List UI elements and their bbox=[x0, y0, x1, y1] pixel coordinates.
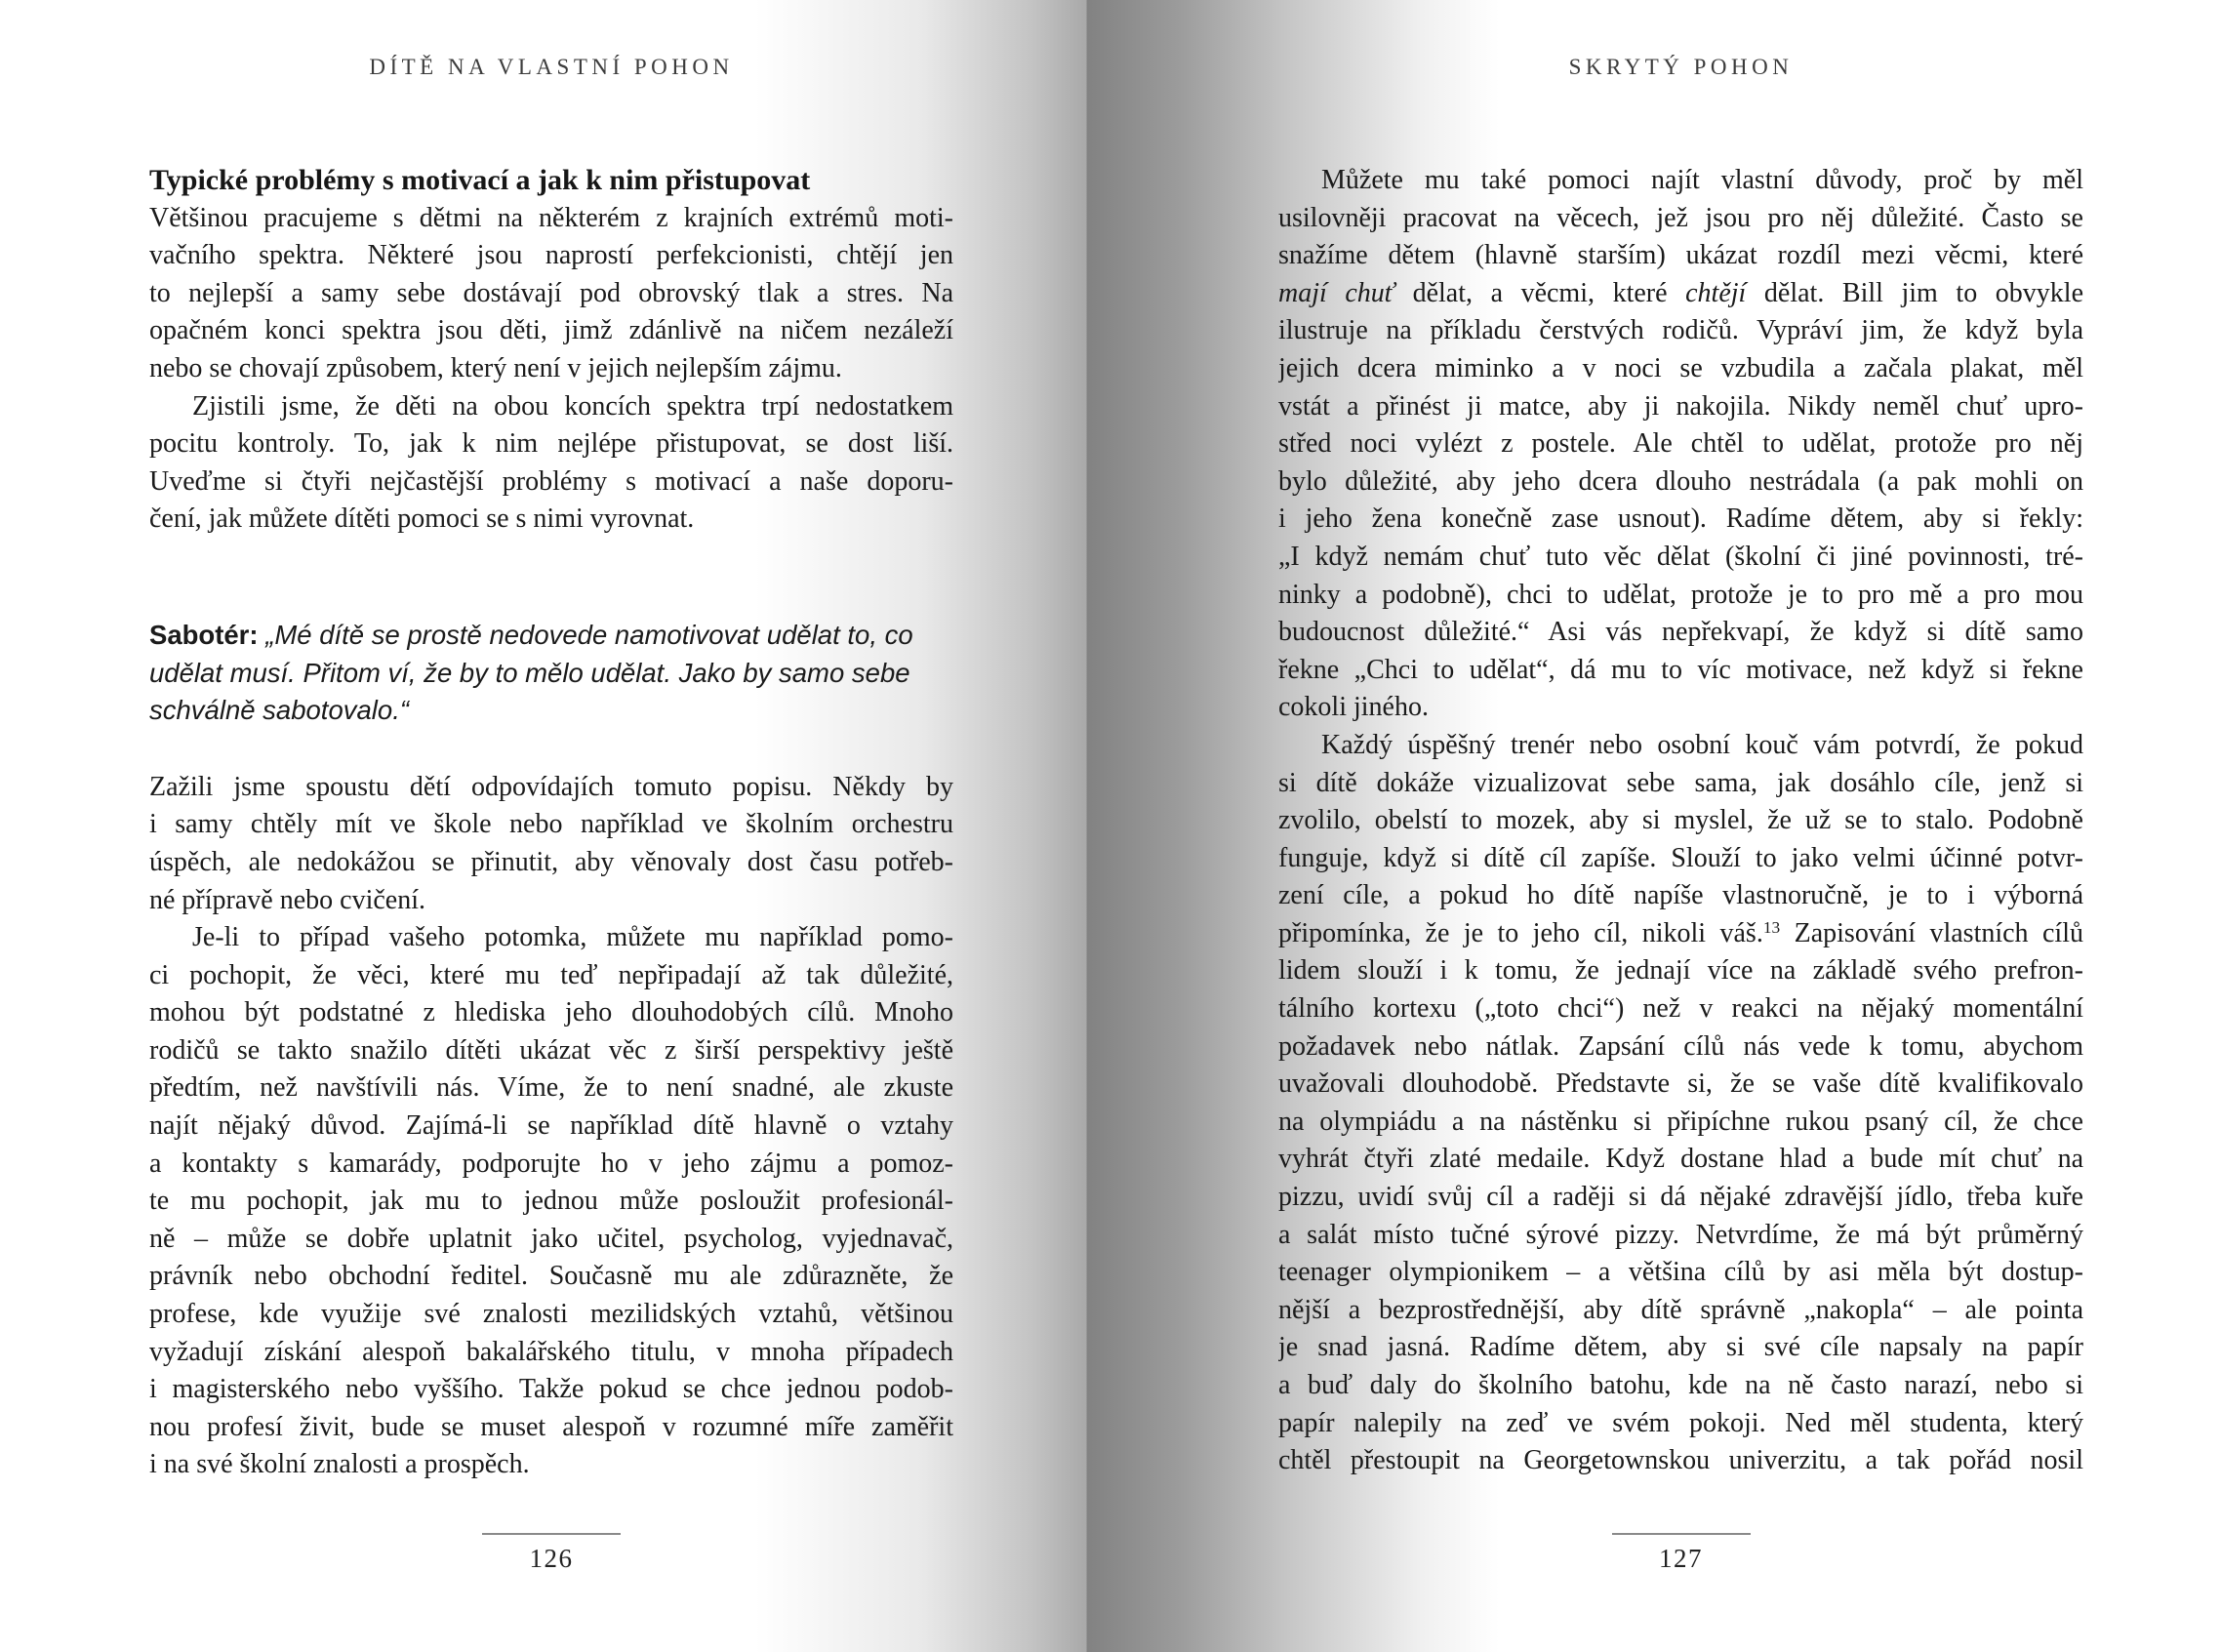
text-line: požadavek nebo nátlak. Zapsání cílů nás vede k tomu, abychom bbox=[1278, 1030, 2083, 1062]
text-line: a salát místo tučné sýrové pizzy. Netvrdíme, že má být průměrný bbox=[1278, 1219, 2083, 1250]
text-line: úspěch, ale nedokážou se přinutit, aby věnovaly dost času potřeb- bbox=[149, 846, 953, 877]
paragraph bbox=[149, 919, 953, 1484]
text-line: zvolilo, obelstí to mozek, aby si myslel, že už se to stalo. Podobně bbox=[1278, 805, 2083, 836]
text-line: zení cíle, a pokud ho dítě napíše vlastnoručně, je to i výborná bbox=[1278, 880, 2083, 911]
text-line: vstát a přinést ji matce, aby ji nakojila. Nikdy neměl chuť upro- bbox=[1278, 390, 2083, 422]
right-page-footer bbox=[1278, 1533, 2083, 1574]
text-line: rodičů se takto snažilo dítěti ukázat věc z širší perspektivy ještě bbox=[149, 1034, 953, 1066]
saboteur-quote bbox=[149, 617, 953, 730]
text-line: vačního spektra. Některé jsou naprostí perfekcionisti, chtějí jen bbox=[149, 240, 953, 271]
right-page bbox=[1278, 0, 2083, 1652]
text-line: předtím, než navštívili nás. Víme, že to není snadné, ale zkuste bbox=[149, 1072, 953, 1104]
text-line: ilustruje na příkladu čerstvých rodičů. Vypráví jim, že když byla bbox=[1278, 315, 2083, 346]
text-line: i na své školní znalosti a prospěch. bbox=[149, 1449, 530, 1480]
text-line: střed noci vylézt z postele. Ale chtěl to udělat, protože pro něj bbox=[1278, 428, 2083, 460]
text-line: Uveďme si čtyři nejčastější problémy s motivací a naše doporu- bbox=[149, 465, 953, 497]
text-line: chtěl přestoupit na Georgetownskou univerzitu, a tak pořád nosil bbox=[1278, 1445, 2083, 1476]
text-line: i magisterského nebo vyššího. Takže pokud se chce jednou podob- bbox=[149, 1374, 953, 1405]
right-page-number: 127 bbox=[1659, 1544, 1703, 1573]
text-line: uvažovali dlouhodobě. Představte si, že se vaše dítě kvalifikovalo bbox=[1278, 1068, 2083, 1100]
left-page bbox=[149, 0, 953, 1652]
text-line: ně – může se dobře uplatnit jako učitel, psycholog, vyjednavač, bbox=[149, 1223, 953, 1254]
text-line: ninky a podobně), chci to udělat, protože je to pro mě a pro mou bbox=[1278, 579, 2083, 610]
text-line: vyhrát čtyři zlaté medaile. Když dostane hlad a bude mít chuť na bbox=[1278, 1144, 2083, 1175]
text-line: te mu pochopit, jak mu to jednou může posloužit profesionál- bbox=[149, 1186, 953, 1217]
text-line: Zjistili jsme, že děti na obou koncích spektra trpí nedostatkem bbox=[192, 390, 953, 422]
text-line: snažíme dětem (hlavně starším) ukázat rozdíl mezi věcmi, které bbox=[1278, 240, 2083, 271]
text-line: papír nalepily na zeď ve svém pokoji. Ned měl studenta, který bbox=[1278, 1407, 2083, 1438]
text-line: připomínka, že je to jeho cíl, nikoli váš.$^{13}$ Zapisování vlastních cílů bbox=[1278, 917, 2083, 948]
left-page-footer bbox=[149, 1533, 953, 1574]
text-line: Sabotér: „Mé dítě se prostě nedovede namotivovat udělat to, co bbox=[149, 619, 913, 650]
text-line: jejich dcera miminko a v noci se vzbudila a začala plakat, měl bbox=[1278, 352, 2083, 383]
text-line: je snad jasná. Radíme dětem, aby si své cíle napsaly na papír bbox=[1278, 1332, 2083, 1363]
text-line: i samy chtěly mít ve škole nebo například ve školním orchestru bbox=[149, 809, 953, 840]
text-line: nebo se chovají způsobem, který není v jejich nejlepším zájmu. bbox=[149, 352, 842, 383]
text-line: cokoli jiného. bbox=[1278, 692, 1429, 723]
left-page-number: 126 bbox=[529, 1544, 574, 1573]
text-line: Typické problémy s motivací a jak k nim přistupovat bbox=[149, 164, 811, 196]
right-running-header: SKRYTÝ POHON bbox=[1568, 55, 1794, 79]
text-line: bylo důležité, aby jeho dcera dlouho nestrádala (a pak mohli on bbox=[1278, 465, 2083, 497]
text-line: funguje, když si dítě cíl zapíše. Slouží to jako velmi účinné potvr- bbox=[1278, 842, 2083, 873]
text-line: tálního kortexu („toto chci“) než v reakci na nějaký momentální bbox=[1278, 993, 2083, 1025]
footer-rule bbox=[482, 1533, 621, 1535]
text-line: Většinou pracujeme s dětmi na některém z krajních extrémů moti- bbox=[149, 202, 953, 233]
text-line: pocitu kontroly. To, jak k nim nejlépe přistupovat, se dost liší. bbox=[149, 428, 953, 460]
text-line: teenager olympionikem – a většina cílů by asi měla být dostup- bbox=[1278, 1257, 2083, 1288]
paragraph bbox=[149, 388, 953, 539]
text-line: nou profesí živit, bude se muset alespoň v rozumné míře zaměřit bbox=[149, 1411, 953, 1442]
text-line: pizzu, uvidí svůj cíl a raději si dá nějaké zdravější jídlo, třeba kuře bbox=[1278, 1182, 2083, 1213]
text-line: budoucnost důležité.“ Asi vás nepřekvapí, že když si dítě samo bbox=[1278, 617, 2083, 648]
text-line: Každý úspěšný trenér nebo osobní kouč vám potvrdí, že pokud bbox=[1321, 729, 2083, 760]
text-line: vyžadují získání alespoň bakalářského titulu, v mnoha případech bbox=[149, 1336, 953, 1367]
text-line: usilovněji pracovat na věcech, jež jsou pro něj důležité. Často se bbox=[1278, 202, 2083, 233]
text-line: Můžete mu také pomoci najít vlastní důvody, proč by měl bbox=[1321, 165, 2083, 195]
text-line: Zažili jsme spoustu dětí odpovídajích tomuto popisu. Někdy by bbox=[149, 771, 953, 802]
text-line: né přípravě nebo cvičení. bbox=[149, 884, 425, 915]
text-line: schválně sabotovalo.“ bbox=[149, 695, 409, 726]
text-line: profese, kde využije své znalosti mezilidských vztahů, většinou bbox=[149, 1299, 953, 1330]
text-line: to nejlepší a samy sebe dostávají pod obrovský tlak a stres. Na bbox=[149, 277, 953, 308]
footer-rule bbox=[1612, 1533, 1751, 1535]
text-line: a buď daly do školního batohu, kde na ně často narazí, nebo si bbox=[1278, 1370, 2083, 1400]
text-line: i jeho žena konečně zase usnout). Radíme dětem, aby si řekly: bbox=[1278, 504, 2083, 535]
right-page-text bbox=[1278, 162, 2083, 1480]
text-line: a kontakty s kamarády, podporujte ho v jeho zájmu a pomoz- bbox=[149, 1148, 953, 1179]
text-line: lidem slouží i k tomu, že jednají více na základě svého prefron- bbox=[1278, 955, 2083, 987]
paragraph bbox=[1278, 727, 2083, 1480]
paragraph bbox=[1278, 162, 2083, 727]
left-page-text bbox=[149, 162, 953, 1484]
text-line: mohou být podstatné z hlediska jeho dlouhodobých cílů. Mnoho bbox=[149, 997, 953, 1028]
text-line: opačném konci spektra jsou děti, jimž zdánlivě na ničem nezáleží bbox=[149, 315, 953, 346]
text-line: ci pochopit, že věci, které mu teď nepřipadají až tak důležité, bbox=[149, 959, 953, 990]
paragraph bbox=[149, 200, 953, 388]
text-line: Je-li to případ vašeho potomka, můžete mu například pomo- bbox=[192, 922, 953, 953]
text-line: řekne „Chci to udělat“, dá mu to víc motivace, než když si řekne bbox=[1278, 654, 2083, 685]
left-running-header: DÍTĚ NA VLASTNÍ POHON bbox=[369, 55, 734, 79]
text-line: mají chuť dělat, a věcmi, které chtějí dělat. Bill jim to obvykle bbox=[1278, 277, 2083, 308]
paragraph bbox=[149, 769, 953, 919]
text-line: si dítě dokáže vizualizovat sebe sama, jak dosáhlo cíle, jenž si bbox=[1278, 767, 2083, 798]
text-line: čení, jak můžete dítěti pomoci se s nimi vyrovnat. bbox=[149, 504, 695, 535]
text-line: na olympiádu a na nástěnku si připíchne rukou psaný cíl, že chce bbox=[1278, 1106, 2083, 1137]
text-line: nější a bezprostřednější, aby dítě správně „nakopla“ – ale pointa bbox=[1278, 1294, 2083, 1325]
text-line: najít nějaký důvod. Zajímá-li se například dítě hlavně o vztahy bbox=[149, 1110, 953, 1142]
text-line: právník nebo obchodní ředitel. Současně mu ale zdůrazněte, že bbox=[149, 1261, 953, 1292]
text-line: „I když nemám chuť tuto věc dělat (školní či jiné povinnosti, tré- bbox=[1278, 541, 2083, 572]
text-line: udělat musí. Přitom ví, že by to mělo udělat. Jako by samo sebe bbox=[149, 657, 910, 688]
section-heading bbox=[149, 162, 953, 200]
